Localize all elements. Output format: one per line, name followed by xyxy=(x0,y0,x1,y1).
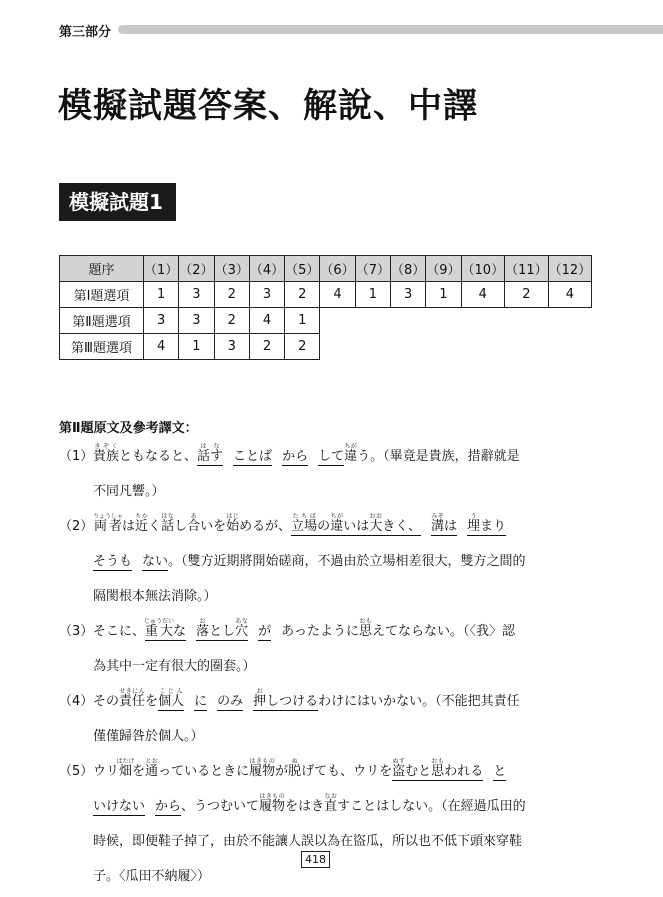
answer-cell: 3 xyxy=(179,282,214,308)
underlined-phrase: 盗ぬすむと思おもわれる xyxy=(392,758,484,779)
answer-cell: 1 xyxy=(144,282,179,308)
underlined-phrase: そうも xyxy=(93,554,133,569)
sentence-line: 貴族きぞくともなると、話すはなことば から して違ちがう。（畢竟是貴族，措辭就是 xyxy=(93,443,520,464)
underlined-phrase: 話すはな xyxy=(197,443,224,464)
table-row xyxy=(60,334,592,360)
underlined-phrase: 重大じゅうだいな xyxy=(144,618,187,639)
underlined-phrase: のみ xyxy=(217,694,244,709)
column-header: （3） xyxy=(214,256,249,282)
test-label: 模擬試題1 xyxy=(59,183,176,221)
list-item xyxy=(59,610,579,680)
answer-table xyxy=(59,255,592,360)
answer-cell: 4 xyxy=(548,282,592,308)
answer-cell: 2 xyxy=(505,282,549,308)
underlined-phrase: 押おしつける xyxy=(253,688,319,709)
answer-cell: 4 xyxy=(249,308,284,334)
answer-cell: 2 xyxy=(214,282,249,308)
sentence-line: いけない から、うつむいて履物はきものをはき直なおすことはしない。（在經過瓜田的 xyxy=(93,793,526,814)
column-header: （1） xyxy=(144,256,179,282)
column-header: （7） xyxy=(355,256,390,282)
item-list xyxy=(59,435,579,890)
page-title: 模擬試題答案、解說、中譯 xyxy=(58,86,478,126)
column-header: （2） xyxy=(179,256,214,282)
underlined-phrase: と xyxy=(493,764,507,779)
column-header: （5） xyxy=(285,256,320,282)
header-bar xyxy=(118,25,663,34)
underlined-phrase: 埋うまり xyxy=(467,513,507,534)
translation-line: 不同凡響。） xyxy=(93,484,165,499)
sentence-line: そこに、重大じゅうだいな 落おとし穴あなが あったように思おもえてならない。（〈我〉認 xyxy=(93,618,516,639)
item-number: （5） xyxy=(59,764,94,779)
underlined-phrase: 落おとし穴あな xyxy=(196,618,249,639)
column-header: （12） xyxy=(548,256,592,282)
translation-line: 子。〈瓜田不納履〉） xyxy=(93,869,211,884)
answer-cell: 1 xyxy=(285,308,320,334)
answer-cell: 2 xyxy=(249,334,284,360)
column-header: （10） xyxy=(461,256,505,282)
answer-cell: 1 xyxy=(179,334,214,360)
column-header: （4） xyxy=(249,256,284,282)
underlined-phrase: 立場たちばの違ちがいは大おおきく、 xyxy=(291,513,421,534)
column-header: （11） xyxy=(505,256,549,282)
sentence-line: そうも ない。（雙方近期將開始磋商，不過由於立場相差很大，雙方之間的 xyxy=(93,554,526,569)
underlined-phrase: から xyxy=(282,449,309,464)
answer-cell: 2 xyxy=(214,308,249,334)
row-label: 第Ⅰ題選項 xyxy=(60,282,144,308)
item-number: （4） xyxy=(59,694,94,709)
answer-cell: 1 xyxy=(355,282,390,308)
list-item xyxy=(59,750,579,890)
answer-cell: 2 xyxy=(285,282,320,308)
row-label: 第Ⅲ題選項 xyxy=(60,334,144,360)
list-item xyxy=(59,435,579,505)
translation-line: 時候，即便鞋子掉了，由於不能讓人誤以為在盜瓜，所以也不低下頭來穿鞋 xyxy=(93,834,523,849)
item-number: （1） xyxy=(59,449,94,464)
answer-cell: 4 xyxy=(320,282,355,308)
answer-cell: 3 xyxy=(214,334,249,360)
translation-line: 為其中一定有很大的圈套。） xyxy=(93,659,256,674)
list-item xyxy=(59,505,579,610)
item-number: （3） xyxy=(59,624,94,639)
underlined-phrase: から xyxy=(155,799,182,814)
column-header: （6） xyxy=(320,256,355,282)
underlined-phrase: して xyxy=(318,449,345,464)
translation-line: 僅僅歸咎於個人。） xyxy=(93,729,204,744)
underlined-phrase: が xyxy=(258,624,272,639)
page-number: 418 xyxy=(301,851,330,868)
underlined-phrase: いけない xyxy=(93,799,146,814)
answer-cell: 3 xyxy=(179,308,214,334)
page-header xyxy=(0,18,663,42)
list-item xyxy=(59,680,579,750)
section-heading: 第Ⅱ題原文及參考譯文： xyxy=(59,421,198,436)
answer-cell: 3 xyxy=(249,282,284,308)
table-row xyxy=(60,282,592,308)
underlined-phrase: 個人こじん xyxy=(158,688,185,709)
answer-cell: 3 xyxy=(390,282,425,308)
underlined-phrase: ことば xyxy=(233,449,273,464)
sentence-line: 両者りょうしゃは近ちかく話はなし合あいを始はじめるが、立場たちばの違ちがいは大おおきく、 溝みぞは 埋うまり xyxy=(93,513,507,534)
underlined-phrase: 溝みぞは xyxy=(430,513,458,534)
column-header: （9） xyxy=(426,256,461,282)
table-header-row xyxy=(60,256,592,282)
column-header: （8） xyxy=(390,256,425,282)
table-corner: 題序 xyxy=(60,256,144,282)
item-number: （2） xyxy=(59,519,94,534)
row-label: 第Ⅱ題選項 xyxy=(60,308,144,334)
answer-cell: 4 xyxy=(461,282,505,308)
table-row xyxy=(60,308,592,334)
sentence-line: その責任せきにんを個人こじんに のみ 押おしつけるわけにはいかない。（不能把其責任 xyxy=(93,688,520,709)
answer-cell: 1 xyxy=(426,282,461,308)
answer-cell: 3 xyxy=(144,308,179,334)
underlined-phrase: に xyxy=(194,694,208,709)
translation-line: 隔閡根本無法消除。） xyxy=(93,589,217,604)
section-label: 第三部分 xyxy=(59,25,112,40)
sentence-line: ウリ畑ばたけを通とおっているときに履物はきものが脱ぬげても、ウリを盗ぬすむと思おもわれる と xyxy=(93,758,507,779)
answer-cell: 2 xyxy=(285,334,320,360)
answer-cell: 4 xyxy=(144,334,179,360)
underlined-phrase: ない xyxy=(142,554,169,569)
